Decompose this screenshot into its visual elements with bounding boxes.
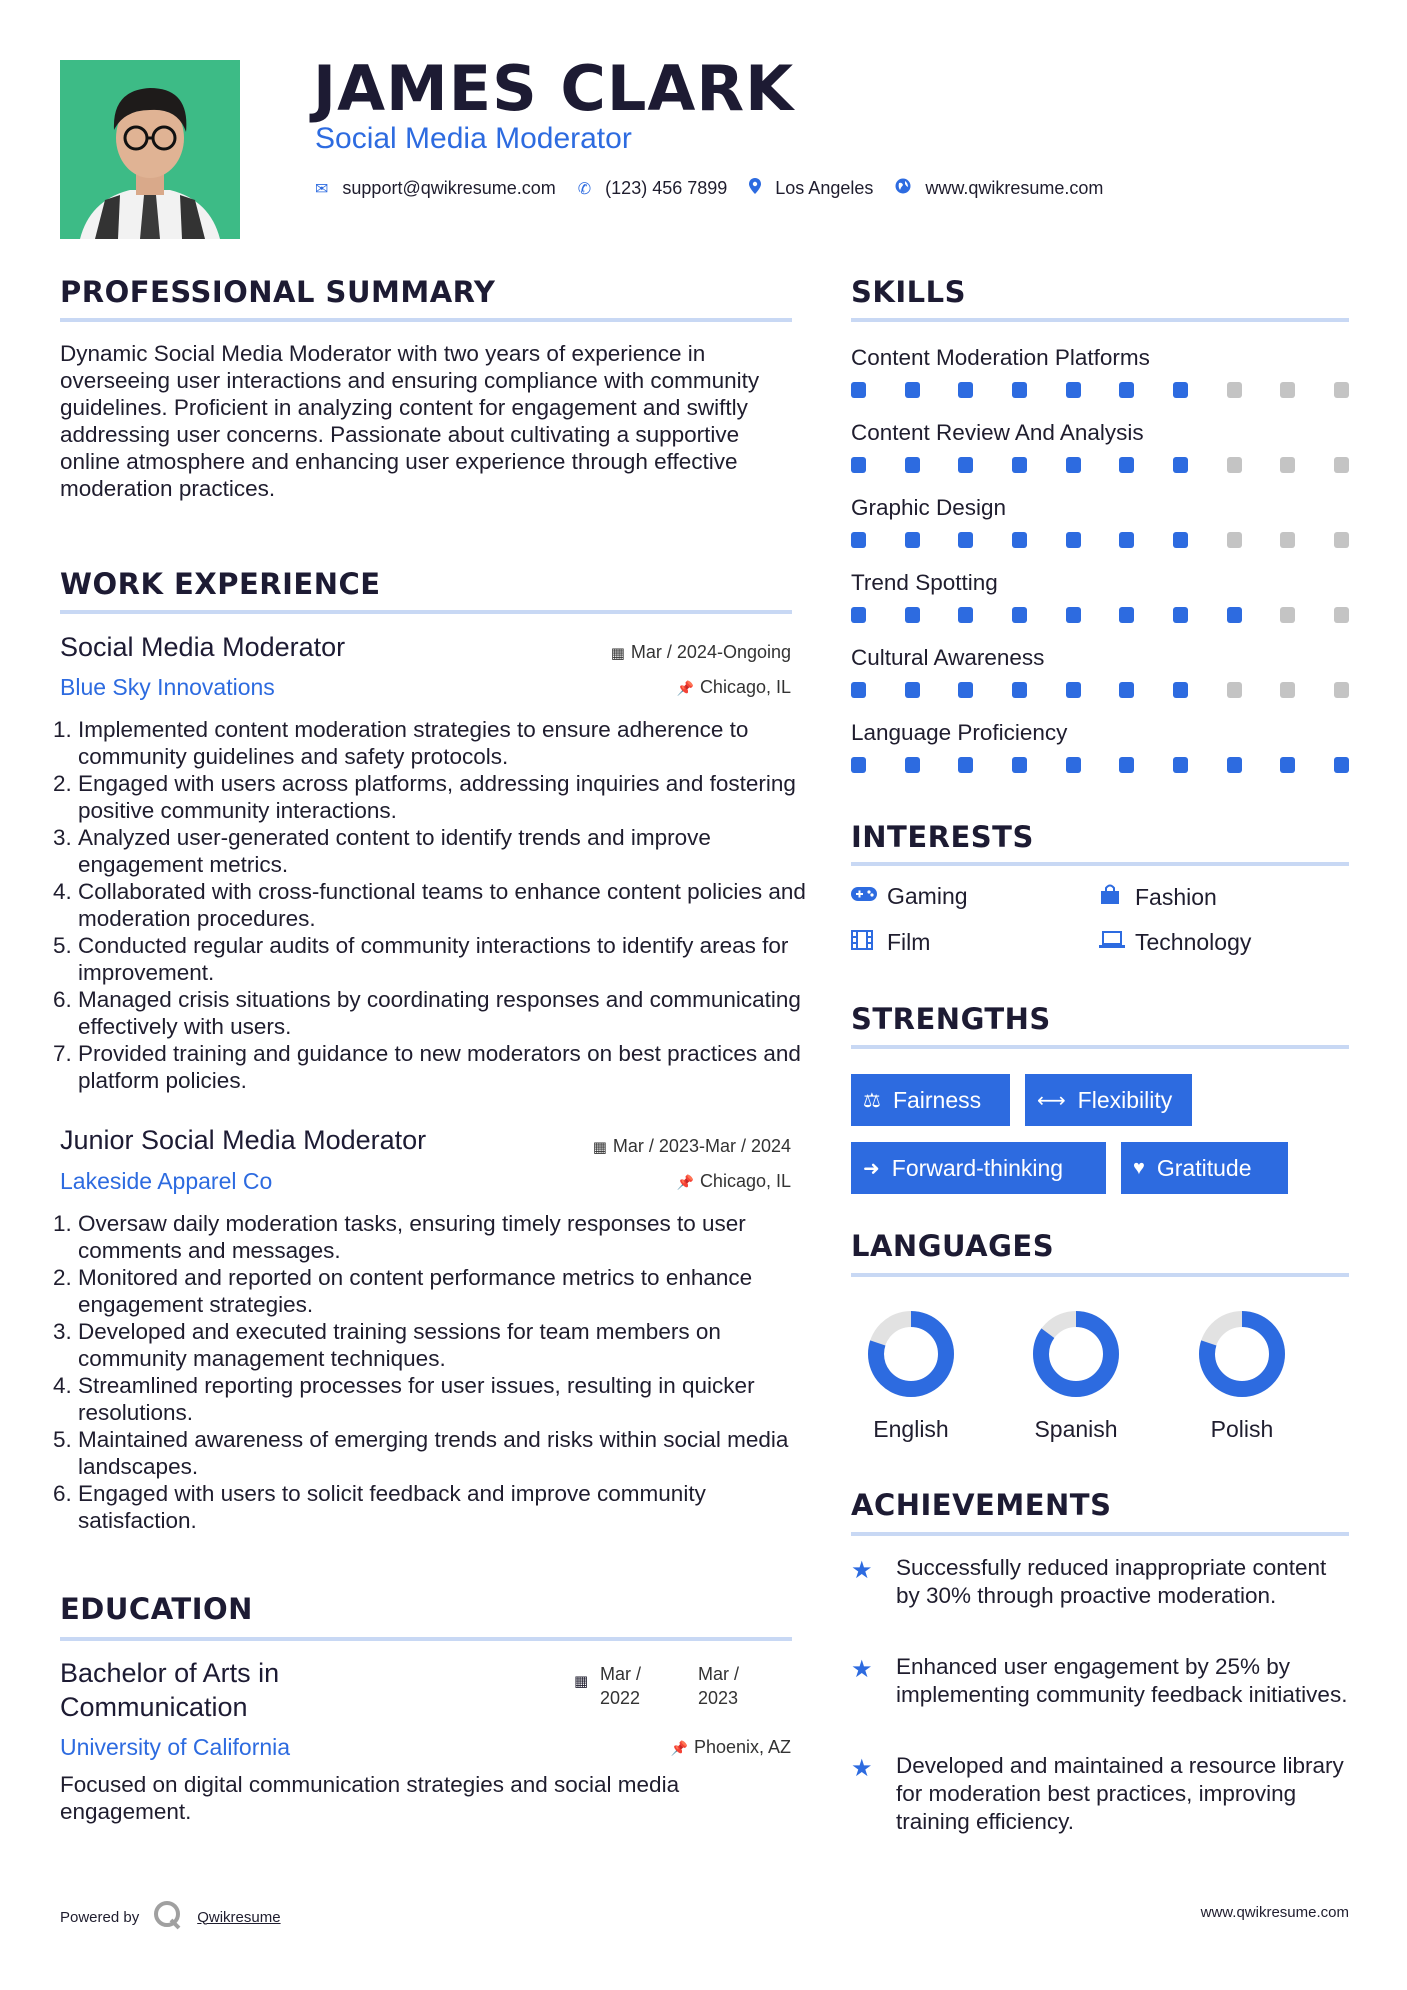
achievements-heading: ACHIEVEMENTS xyxy=(851,1488,1112,1522)
brand-link[interactable]: Qwikresume xyxy=(197,1908,281,1926)
rating-dot-empty xyxy=(1280,532,1295,548)
language-name: Spanish xyxy=(1034,1416,1118,1442)
rating-dot-empty xyxy=(1227,457,1242,473)
skill-name: Content Moderation Platforms xyxy=(851,345,1150,370)
shopping-bag-icon xyxy=(1099,883,1135,911)
bullet-item: 1. Implemented content moderation strategies to ensure adherence to community guidelines and safety protocols. xyxy=(78,716,813,770)
job-company: Blue Sky Innovations xyxy=(60,674,275,700)
rating-dot-empty xyxy=(1280,382,1295,398)
language-donut xyxy=(865,1308,957,1400)
rating-dot-empty xyxy=(1280,457,1295,473)
rating-dot-filled xyxy=(1066,382,1081,398)
rating-dot-filled xyxy=(905,382,920,398)
bullet-item: 2. Engaged with users across platforms, addressing inquiries and fostering positive community interactions. xyxy=(78,770,813,824)
education-school: University of California xyxy=(60,1734,291,1760)
strength-tag-flexibility: ⟷ Flexibility xyxy=(1025,1074,1192,1126)
rating-dot-filled xyxy=(851,457,866,473)
education-description: Focused on digital communication strategies and social media engagement. xyxy=(60,1772,680,1824)
rating-dot-filled xyxy=(1173,382,1188,398)
rating-dot-filled xyxy=(958,682,973,698)
arrows-horizontal-icon: ⟷ xyxy=(1037,1089,1066,1112)
bullet-item: 7. Provided training and guidance to new moderators on best practices and platform policies. xyxy=(78,1040,813,1094)
rating-dot-filled xyxy=(851,382,866,398)
rating-dot-filled xyxy=(1012,532,1027,548)
rating-dot-filled xyxy=(1173,757,1188,773)
section-divider xyxy=(60,1637,792,1641)
job-bullets xyxy=(60,1210,813,1534)
rating-dot-filled xyxy=(1119,532,1134,548)
pushpin-icon: 📌 xyxy=(676,680,694,696)
bullet-item: 5. Conducted regular audits of community interactions to identify areas for improvement. xyxy=(78,932,813,986)
interest-technology: Technology xyxy=(1099,929,1251,956)
rating-dot-filled xyxy=(1227,607,1242,623)
star-icon: ★ xyxy=(851,1656,873,1683)
globe-icon xyxy=(895,178,911,199)
achievement-item: ★ Successfully reduced inappropriate content by 30% through proactive moderation. xyxy=(851,1555,1327,1608)
bullet-item: 4. Collaborated with cross-functional teams to enhance content policies and moderation procedures. xyxy=(78,878,813,932)
bullet-item: 3. Analyzed user-generated content to identify trends and improve engagement metrics. xyxy=(78,824,813,878)
rating-dot-filled xyxy=(1012,682,1027,698)
skill-name: Trend Spotting xyxy=(851,570,998,595)
language-name: Polish xyxy=(1210,1416,1274,1442)
pushpin-icon: 📌 xyxy=(676,1174,694,1190)
phone-icon: ✆ xyxy=(577,180,592,198)
rating-dot-filled xyxy=(958,757,973,773)
rating-dot-filled xyxy=(1119,607,1134,623)
rating-dot-filled xyxy=(851,682,866,698)
envelope-icon: ✉ xyxy=(315,180,329,198)
pushpin-icon: 📌 xyxy=(670,1740,688,1756)
candidate-role: Social Media Moderator xyxy=(315,122,632,155)
languages-heading: LANGUAGES xyxy=(851,1229,1055,1263)
heart-icon: ♥ xyxy=(1133,1156,1145,1179)
rating-dot-filled xyxy=(905,457,920,473)
skill-rating xyxy=(851,532,1349,548)
bullet-item: 1. Oversaw daily moderation tasks, ensuring timely responses to user comments and messages. xyxy=(78,1210,813,1264)
rating-dot-filled xyxy=(905,532,920,548)
candidate-name: JAMES CLARK xyxy=(313,52,795,125)
strengths-heading: STRENGTHS xyxy=(851,1002,1051,1036)
skills-heading: SKILLS xyxy=(851,275,966,309)
skill-rating xyxy=(851,757,1349,773)
star-icon: ★ xyxy=(851,1557,873,1584)
language-item xyxy=(856,1308,966,1443)
section-divider xyxy=(851,1532,1349,1536)
rating-dot-filled xyxy=(1012,757,1027,773)
education-location: 📌 Phoenix, AZ xyxy=(670,1737,791,1757)
skill-rating xyxy=(851,382,1349,398)
rating-dot-empty xyxy=(1227,382,1242,398)
skill-name: Cultural Awareness xyxy=(851,645,1045,670)
section-divider xyxy=(60,610,792,614)
section-divider xyxy=(60,318,792,322)
rating-dot-filled xyxy=(958,457,973,473)
interest-film: Film xyxy=(851,929,930,956)
rating-dot-filled xyxy=(1119,757,1134,773)
powered-by-label: Powered by xyxy=(60,1908,140,1926)
rating-dot-empty xyxy=(1334,532,1349,548)
star-icon: ★ xyxy=(851,1755,873,1782)
strength-tag-forward-thinking: ➜ Forward-thinking xyxy=(851,1142,1106,1194)
summary-text: Dynamic Social Media Moderator with two years of experience in overseeing user interactions and ensuring compliance with community guidelines. Proficient in analyzing content for engagement and swiftly addressing user concerns. Passionate about cultivating a supportive online atmosphere and enhancing user experience through effective moderation practices. xyxy=(60,341,760,501)
rating-dot-filled xyxy=(1119,457,1134,473)
strength-tag-fairness: ⚖ Fairness xyxy=(851,1074,1010,1126)
skill-name: Graphic Design xyxy=(851,495,1007,520)
rating-dot-filled xyxy=(905,757,920,773)
rating-dot-filled xyxy=(1173,682,1188,698)
calendar-icon: ▦ xyxy=(592,1139,607,1156)
rating-dot-filled xyxy=(1173,457,1188,473)
rating-dot-filled xyxy=(1012,607,1027,623)
contact-email[interactable]: support@qwikresume.com xyxy=(342,178,556,198)
rating-dot-filled xyxy=(958,382,973,398)
rating-dot-filled xyxy=(1119,382,1134,398)
section-divider xyxy=(851,1045,1349,1049)
bullet-item: 5. Maintained awareness of emerging trends and risks within social media landscapes. xyxy=(78,1426,813,1480)
job-bullets xyxy=(60,716,813,1094)
interest-fashion: Fashion xyxy=(1099,883,1217,911)
rating-dot-filled xyxy=(1012,382,1027,398)
qwikresume-logo-icon xyxy=(153,1900,183,1934)
footer-powered-by xyxy=(60,1900,281,1934)
job-date: ▦ Mar / 2024-Ongoing xyxy=(610,642,791,662)
rating-dot-filled xyxy=(1280,757,1295,773)
rating-dot-filled xyxy=(905,607,920,623)
rating-dot-empty xyxy=(1334,457,1349,473)
balance-scale-icon: ⚖ xyxy=(863,1089,881,1112)
rating-dot-filled xyxy=(1119,682,1134,698)
rating-dot-filled xyxy=(1066,532,1081,548)
job-title: Junior Social Media Moderator xyxy=(60,1125,427,1155)
language-item xyxy=(1021,1308,1131,1443)
skill-rating xyxy=(851,457,1349,473)
rating-dot-filled xyxy=(958,532,973,548)
skill-name: Language Proficiency xyxy=(851,720,1068,745)
bullet-item: 6. Managed crisis situations by coordinating responses and communicating effectively with users. xyxy=(78,986,813,1040)
contact-bar xyxy=(315,178,1125,199)
footer-website[interactable]: www.qwikresume.com xyxy=(1200,1904,1349,1921)
rating-dot-filled xyxy=(851,757,866,773)
rating-dot-filled xyxy=(851,607,866,623)
contact-location: Los Angeles xyxy=(775,178,874,198)
section-divider xyxy=(851,1273,1349,1277)
job-location: 📌 Chicago, IL xyxy=(676,1171,791,1191)
rating-dot-filled xyxy=(1173,532,1188,548)
contact-phone[interactable]: (123) 456 7899 xyxy=(605,178,728,198)
rating-dot-filled xyxy=(1066,682,1081,698)
rating-dot-filled xyxy=(1012,457,1027,473)
bullet-item: 6. Engaged with users to solicit feedback and improve community satisfaction. xyxy=(78,1480,813,1534)
section-divider xyxy=(851,862,1349,866)
section-divider xyxy=(851,318,1349,322)
interest-gaming: Gaming xyxy=(851,883,968,910)
gamepad-icon xyxy=(851,885,887,908)
job-date: ▦ Mar / 2023-Mar / 2024 xyxy=(592,1136,791,1156)
rating-dot-empty xyxy=(1280,682,1295,698)
rating-dot-empty xyxy=(1227,532,1242,548)
achievement-item: ★ Enhanced user engagement by 25% by implementing community feedback initiatives. xyxy=(851,1654,1348,1707)
rating-dot-filled xyxy=(905,682,920,698)
language-item xyxy=(1187,1308,1297,1443)
film-icon xyxy=(851,930,887,956)
achievement-item: ★ Developed and maintained a resource library for moderation best practices, improving training efficiency. xyxy=(851,1753,1344,1834)
bullet-item: 4. Streamlined reporting processes for user issues, resulting in quicker resolutions. xyxy=(78,1372,813,1426)
skill-rating xyxy=(851,607,1349,623)
job-title: Social Media Moderator xyxy=(60,632,346,662)
rating-dot-empty xyxy=(1334,382,1349,398)
interests-heading: INTERESTS xyxy=(851,820,1034,854)
skill-name: Content Review And Analysis xyxy=(851,420,1144,445)
bullet-item: 2. Monitored and reported on content performance metrics to enhance engagement strategies. xyxy=(78,1264,813,1318)
rating-dot-empty xyxy=(1227,682,1242,698)
rating-dot-filled xyxy=(1334,757,1349,773)
rating-dot-filled xyxy=(1066,607,1081,623)
bullet-item: 3. Developed and executed training sessions for team members on community management techniques. xyxy=(78,1318,813,1372)
rating-dot-filled xyxy=(1173,607,1188,623)
education-heading: EDUCATION xyxy=(60,1592,253,1626)
strength-tag-gratitude: ♥ Gratitude xyxy=(1121,1142,1288,1194)
language-name: English xyxy=(873,1416,949,1442)
job-location: 📌 Chicago, IL xyxy=(676,677,791,697)
skill-rating xyxy=(851,682,1349,698)
arrow-right-icon: ➜ xyxy=(863,1157,880,1180)
rating-dot-empty xyxy=(1334,607,1349,623)
education-end-date: Mar / 2023 xyxy=(698,1664,740,1708)
education-start-date: Mar / 2022 xyxy=(600,1664,642,1708)
calendar-icon: ▦ xyxy=(574,1673,589,1690)
rating-dot-empty xyxy=(1334,682,1349,698)
summary-heading: PROFESSIONAL SUMMARY xyxy=(60,275,496,309)
rating-dot-filled xyxy=(958,607,973,623)
laptop-icon xyxy=(1099,931,1135,955)
rating-dot-filled xyxy=(1066,757,1081,773)
map-pin-icon xyxy=(749,178,761,199)
language-donut xyxy=(1030,1308,1122,1400)
job-company: Lakeside Apparel Co xyxy=(60,1168,273,1194)
experience-heading: WORK EXPERIENCE xyxy=(60,567,381,601)
calendar-icon: ▦ xyxy=(610,645,625,662)
profile-photo xyxy=(60,60,240,239)
rating-dot-filled xyxy=(1066,457,1081,473)
rating-dot-filled xyxy=(1227,757,1242,773)
contact-website[interactable]: www.qwikresume.com xyxy=(925,178,1104,198)
language-donut xyxy=(1196,1308,1288,1400)
education-degree: Bachelor of Arts in Communication xyxy=(60,1658,280,1722)
rating-dot-empty xyxy=(1280,607,1295,623)
rating-dot-filled xyxy=(851,532,866,548)
